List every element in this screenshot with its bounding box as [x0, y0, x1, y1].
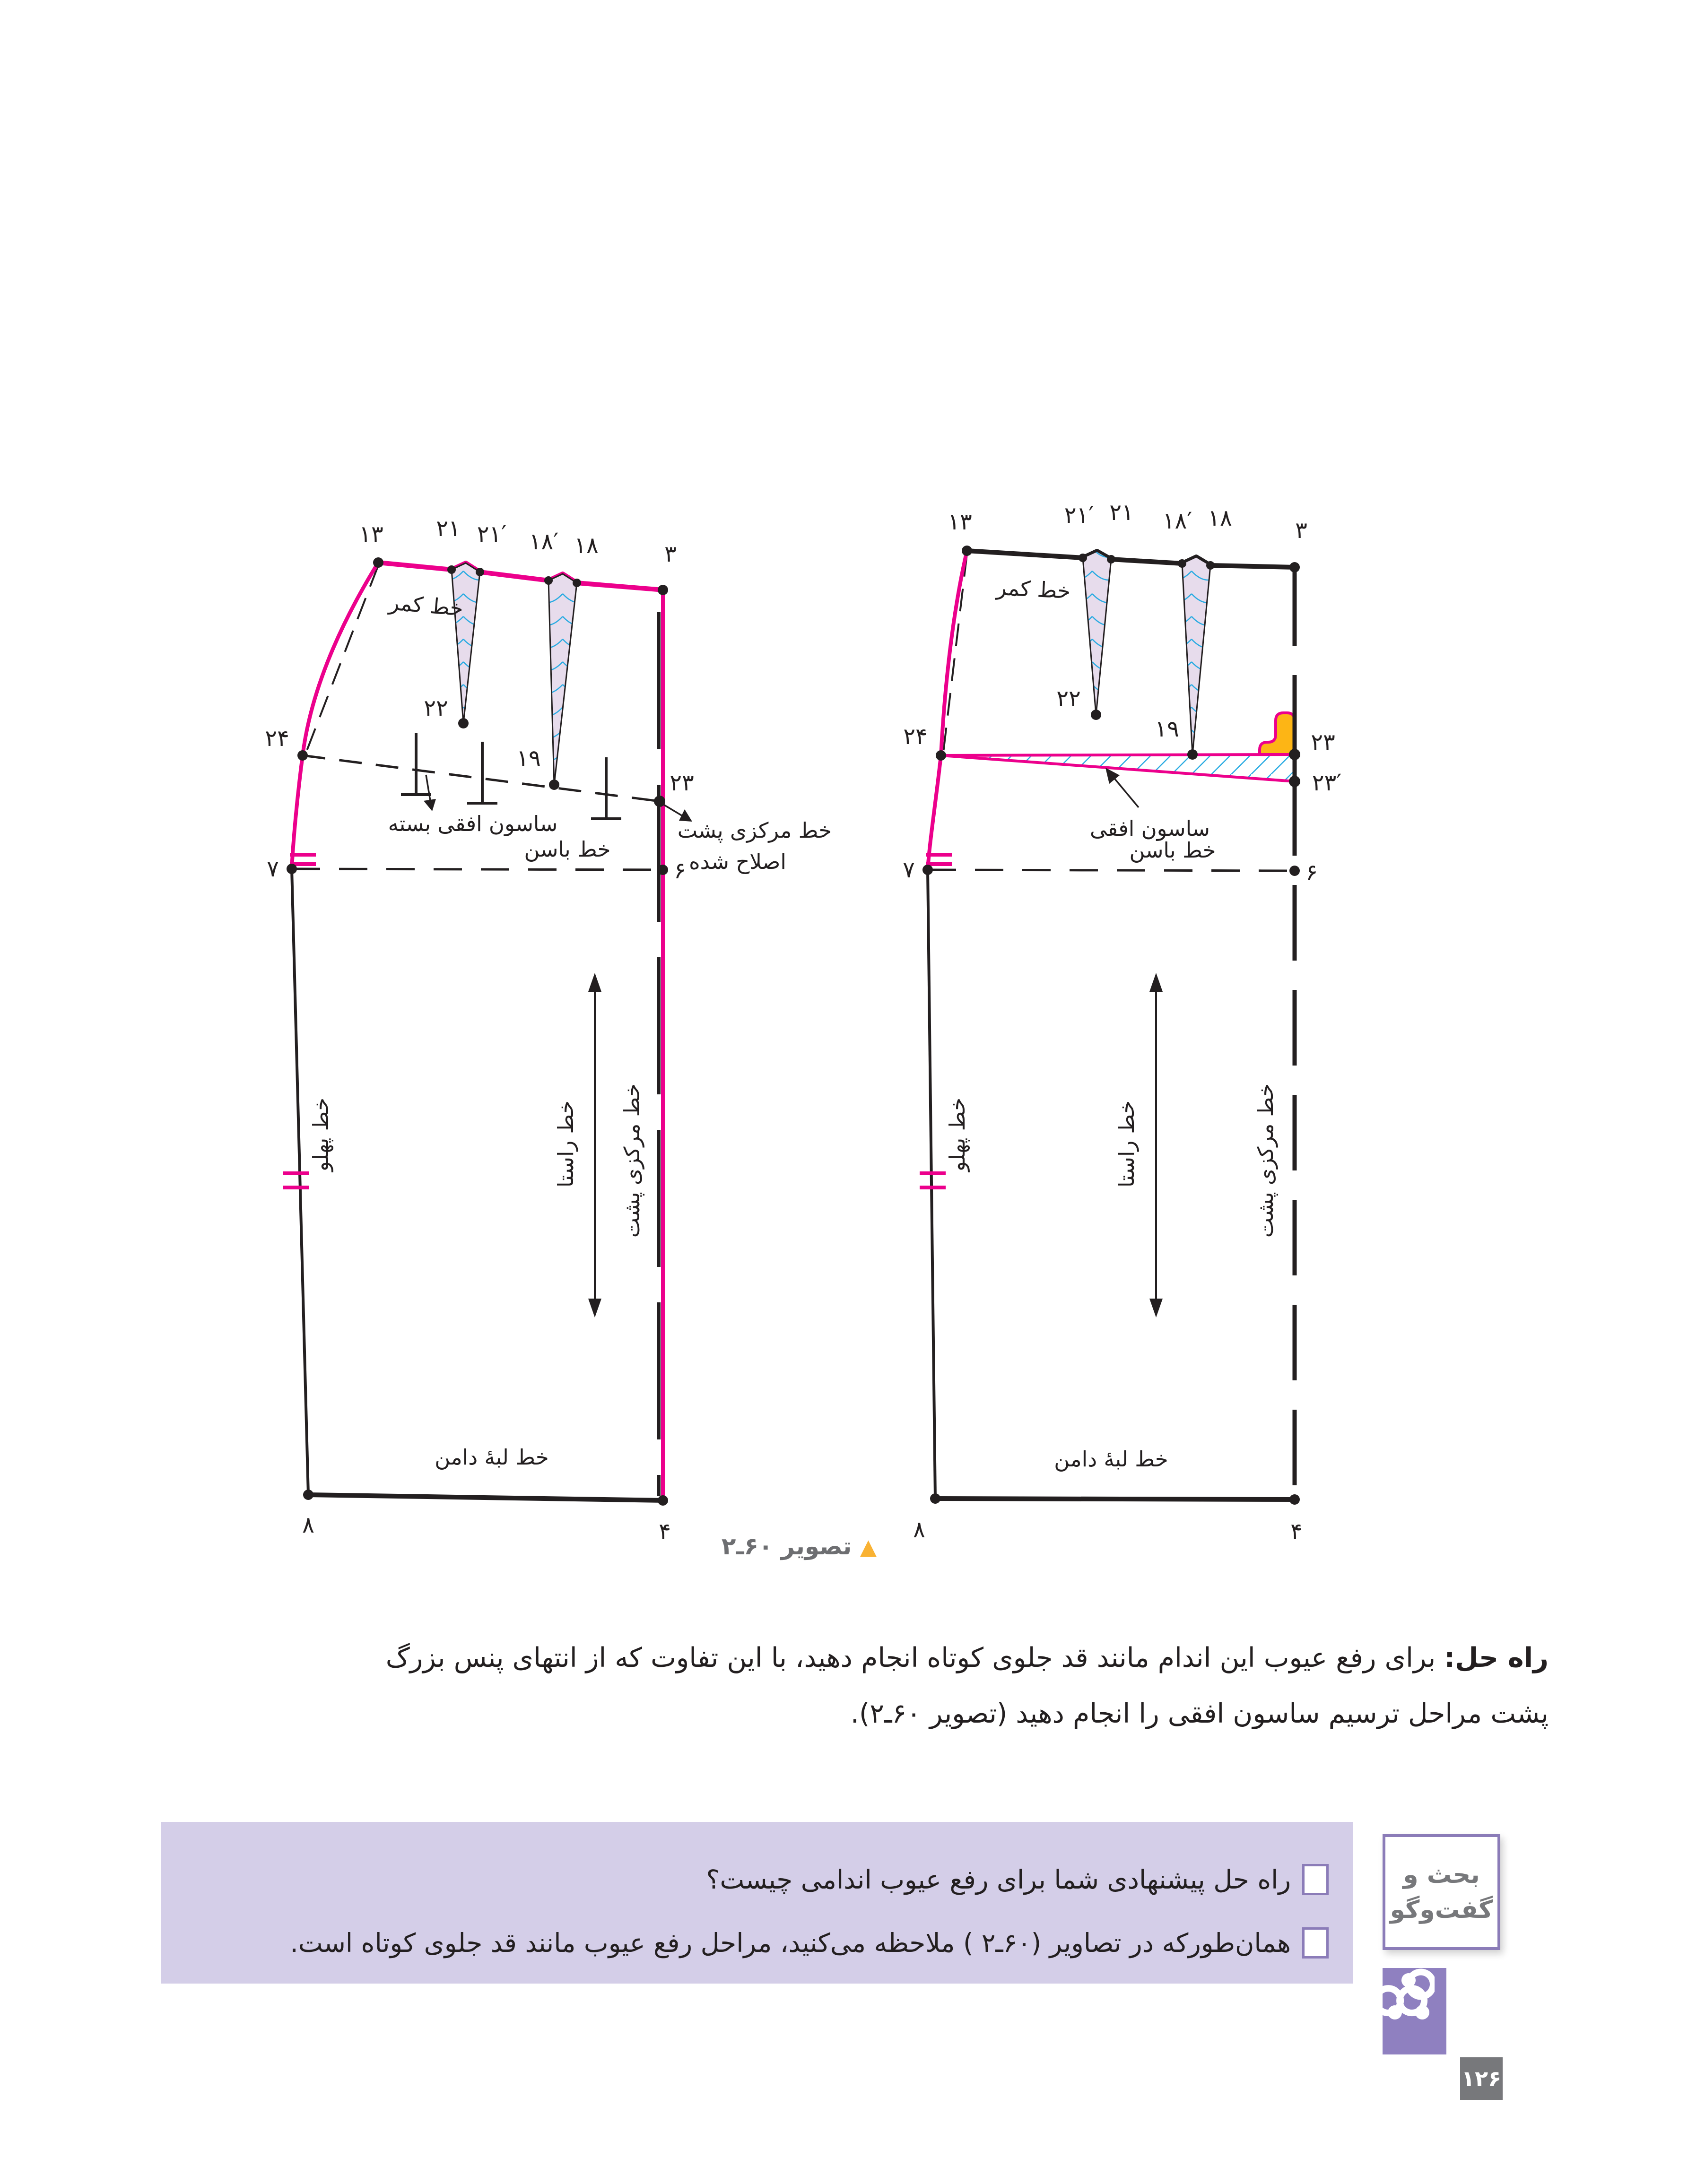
point-label: ۲۲ [424, 695, 448, 721]
line-label: خط لبهٔ دامن [435, 1445, 549, 1470]
discussion-item [290, 1929, 1329, 1957]
point-label: ۳ [1295, 517, 1307, 544]
point-label: ۱۳ [359, 521, 383, 547]
waist-dart [452, 563, 480, 723]
discussion-icon [1383, 1968, 1446, 2054]
solution-line-2: پشت مراحل ترسیم ساسون افقی را انجام دهید (تصویر ۶۰ـ۲). [850, 1698, 1549, 1729]
line-label: خط پهلو [945, 1097, 970, 1172]
caption-triangle-icon: ▲ [860, 1534, 877, 1560]
solution-text: برای رفع عیوب این اندام مانند قد جلوی کوتاه انجام دهید، با این تفاوت که از انتهای پنس بزرگ [385, 1642, 1444, 1673]
page-number-badge [1460, 2057, 1503, 2100]
seam-allowance-step [1260, 713, 1295, 754]
point-label: ۱۸ [1208, 505, 1232, 531]
line-label: خط راستا [553, 1100, 578, 1188]
discussion-tab [1383, 1834, 1500, 1950]
original-side-seam-dashed [306, 565, 378, 752]
point-label: ۶ [674, 858, 686, 884]
point-label: ۱۸ [574, 532, 599, 559]
side-seam-corrected [292, 563, 378, 869]
label-arrow [1105, 768, 1139, 807]
point-label: ۲۱ [1109, 499, 1134, 526]
waist-dart [548, 574, 577, 785]
solution-lead: راه حل: [1444, 1642, 1549, 1673]
figure-caption [676, 1533, 922, 1560]
discussion-box [161, 1822, 1353, 1984]
hip-line [928, 870, 1295, 871]
discussion-item-text: همان‌طورکه در تصاویر (۶۰ـ۲ ) ملاحظه می‌کنید، مراحل رفع عیوب مانند قد جلوی کوتاه است. [290, 1928, 1291, 1958]
point-label: ۸ [302, 1512, 314, 1538]
point-label: ۲۱′ [477, 521, 507, 547]
point-label: ۲۱ [436, 515, 461, 542]
page-number: ۱۲۶ [1461, 2066, 1502, 2091]
point-label: ۴ [1290, 1518, 1303, 1545]
line-label: خط مرکزی پشت [677, 818, 832, 843]
discussion-item-text: راه حل پیشنهادی شما برای رفع عیوب اندامی چیست؟ [706, 1864, 1291, 1895]
solution-paragraph [137, 1630, 1549, 1742]
hem-line [308, 1495, 663, 1500]
line-label: خط کمر [388, 589, 464, 621]
point-label: ۱۸′ [529, 529, 559, 555]
line-label: ساسون افقی بسته [388, 811, 558, 836]
point-label: ۱۹ [1155, 716, 1179, 742]
three-people-icon [1383, 1968, 1435, 2025]
discussion-tab-line2: گفت‌وگو [1390, 1895, 1493, 1924]
grain-arrow-icon [1149, 973, 1163, 1317]
point-label: ۲۳′ [1312, 770, 1342, 796]
point-label: ۱۹ [516, 745, 541, 771]
line-label: خط باسن [524, 837, 611, 862]
point-label: ۲۴ [265, 725, 289, 752]
line-label: خط مرکزی پشت [1253, 1083, 1278, 1238]
point-label: ۲۱′ [1064, 502, 1094, 529]
perpendicular-mark-icon [401, 733, 621, 819]
point-label: ۷ [903, 857, 915, 883]
horizontal-dart-top-edge [941, 754, 1295, 755]
point-label: ۴ [659, 1518, 671, 1545]
line-label: خط باسن [1129, 838, 1216, 863]
discussion-item [706, 1865, 1329, 1894]
checkbox-icon[interactable] [1302, 1927, 1329, 1959]
point-label: ۲۲ [1056, 685, 1081, 712]
point-label: ۱۳ [948, 509, 972, 535]
line-label: خط کمر [995, 574, 1071, 604]
original-side-seam-dashed [943, 554, 967, 753]
waist-dart [1182, 557, 1210, 754]
line-label: خط لبهٔ دامن [1054, 1447, 1168, 1472]
line-label: اصلاح شده [689, 849, 786, 874]
side-seam-lower [928, 870, 935, 1499]
solution-line-1 [137, 1630, 1549, 1686]
grain-arrow-icon [588, 973, 601, 1317]
checkbox-icon[interactable] [1302, 1864, 1329, 1895]
pattern-points [922, 546, 1300, 1505]
line-label: خط پهلو [308, 1097, 333, 1172]
point-label: ۲۳ [1311, 729, 1335, 755]
left-diagram [265, 515, 832, 1545]
point-label: ۲۳ [670, 770, 694, 796]
waist-line [967, 551, 1295, 567]
waist-line-corrected [378, 563, 663, 590]
point-label: ۳ [664, 541, 677, 567]
point-label: ۱۸′ [1162, 508, 1192, 534]
hip-line [292, 869, 663, 870]
discussion-tab-line1: بحث و [1403, 1860, 1480, 1889]
line-label: خط راستا [1114, 1100, 1139, 1188]
line-label: ساسون افقی [1089, 816, 1210, 841]
point-label: ۷ [267, 856, 279, 882]
line-label: خط مرکزی پشت [619, 1083, 644, 1238]
point-label: ۶ [1305, 859, 1318, 886]
side-seam-lower [292, 869, 308, 1495]
pattern-points [287, 557, 668, 1506]
right-diagram [903, 499, 1341, 1545]
caption-text: تصویر ۶۰ـ۲ [721, 1533, 852, 1560]
point-label: ۸ [913, 1517, 925, 1543]
waist-dart [1083, 551, 1111, 715]
point-label: ۲۴ [903, 723, 928, 750]
